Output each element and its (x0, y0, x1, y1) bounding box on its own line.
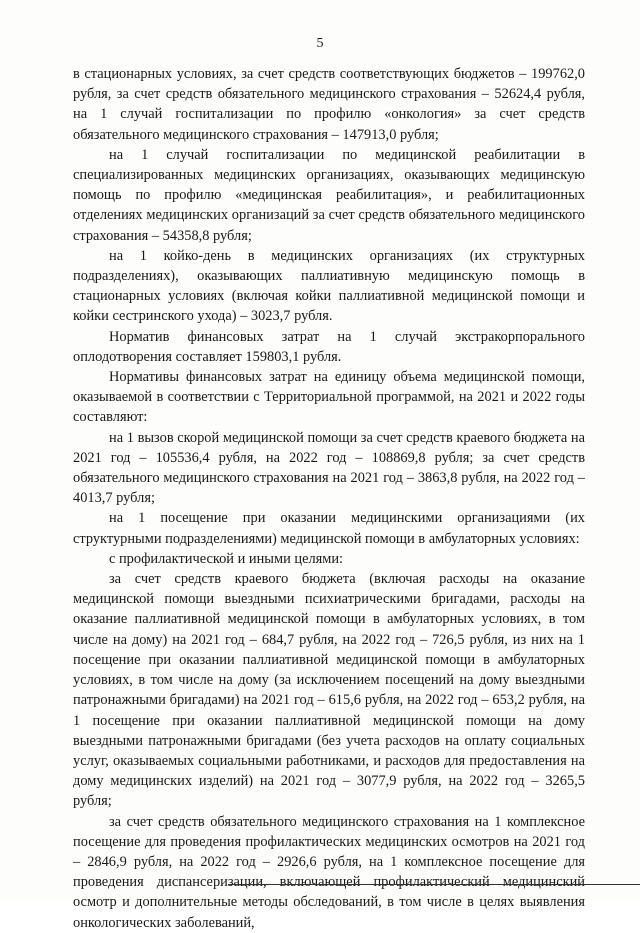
paragraph-norms-2021-2022: Нормативы финансовых затрат на единицу объема медицинской помощи, оказываемой в соответствии с Территориальной программой, на 2021 и 2022 годы составляют: (73, 369, 585, 426)
paragraph-regional-budget: за счет средств краевого бюджета (включая расходы на оказание медицинской помощи выездными психиатрическими бригадами, расходы на оказание паллиативной медицинской помощи в амбулаторных условиях, в том числе на дому) на 2021 год – 684,7 рубля, на 2022 год – 726,5 рубля, из них на 1 посещение при оказании паллиативной медицинской помощи в амбулаторных условиях, в том числе на дому (за исключением посещений на дому выездными патронажными бригадами) на 2021 год – 615,6 рубля, на 2022 год – 653,2 рубля, на 1 посещение при оказании паллиативной медицинской помощи на дому выездными патронажными бригадами (без учета расходов на оплату социальных услуг, оказываемых социальными работниками, и расходов для предоставления на дому медицинских изделий) на 2021 год – 3077,9 рубля, на 2022 год – 3265,5 рубля; (73, 571, 585, 810)
paragraph-rehabilitation: на 1 случай госпитализации по медицинской реабилитации в специализированных медицинских организациях, оказывающих медицинскую помощь по профилю «медицинская реабилитация», и реабилитационных отделениях медицинских организаций за счет средств обязательного медицинского страхования – 54358,8 рубля; (73, 146, 585, 244)
paragraph-outpatient-visit: на 1 посещение при оказании медицинскими организациями (их структурными подразделениями) медицинской помощи в амбулаторных условиях: (73, 510, 585, 547)
paragraph-palliative-bed-day: на 1 койко-день в медицинских организациях (их структурных подразделениях), оказывающих паллиативную медицинскую помощь в стационарных условиях (включая койки паллиативной медицинской помощи и койки сестринского ухода) – 3023,7 рубля. (73, 247, 585, 325)
paragraph-preventive-purposes: с профилактической и иными целями: (109, 550, 344, 567)
paragraph-ambulance-call: на 1 вызов скорой медицинской помощи за счет средств краевого бюджета на 2021 год – 105536,4 рубля, на 2022 год – 108869,8 рубля; за счет средств обязательного медицинского страхования на 2021 год – 3863,8 рубля, на 2022 год – 4013,7 рубля; (73, 429, 585, 507)
paragraph-ivf-norm: Норматив финансовых затрат на 1 случай экстракорпорального оплодотворения составляет 159803,1 рубля. (73, 328, 585, 365)
paragraph-inpatient-costs: в стационарных условиях, за счет средств соответствующих бюджетов – 199762,0 рубля, за счет средств обязательного медицинского страхования – 52624,4 рубля, на 1 случай госпитализации по профилю «онкология» за счет средств обязательного медицинского страхования – 147913,0 рубля; (73, 66, 585, 143)
document-body (73, 64, 585, 933)
footer-rule (228, 884, 640, 885)
page-number: 5 (316, 36, 324, 51)
paragraph-compulsory-insurance: за счет средств обязательного медицинского страхования на 1 комплексное посещение для проведения профилактических медицинских осмотров на 2021 год – 2846,9 рубля, на 2022 год – 2926,6 рубля, на 1 комплексное посещение для проведения диспансеризации, включающей профилактический медицинский осмотр и дополнительные методы обследований, в том числе в целях выявления онкологических заболеваний, (73, 813, 585, 931)
